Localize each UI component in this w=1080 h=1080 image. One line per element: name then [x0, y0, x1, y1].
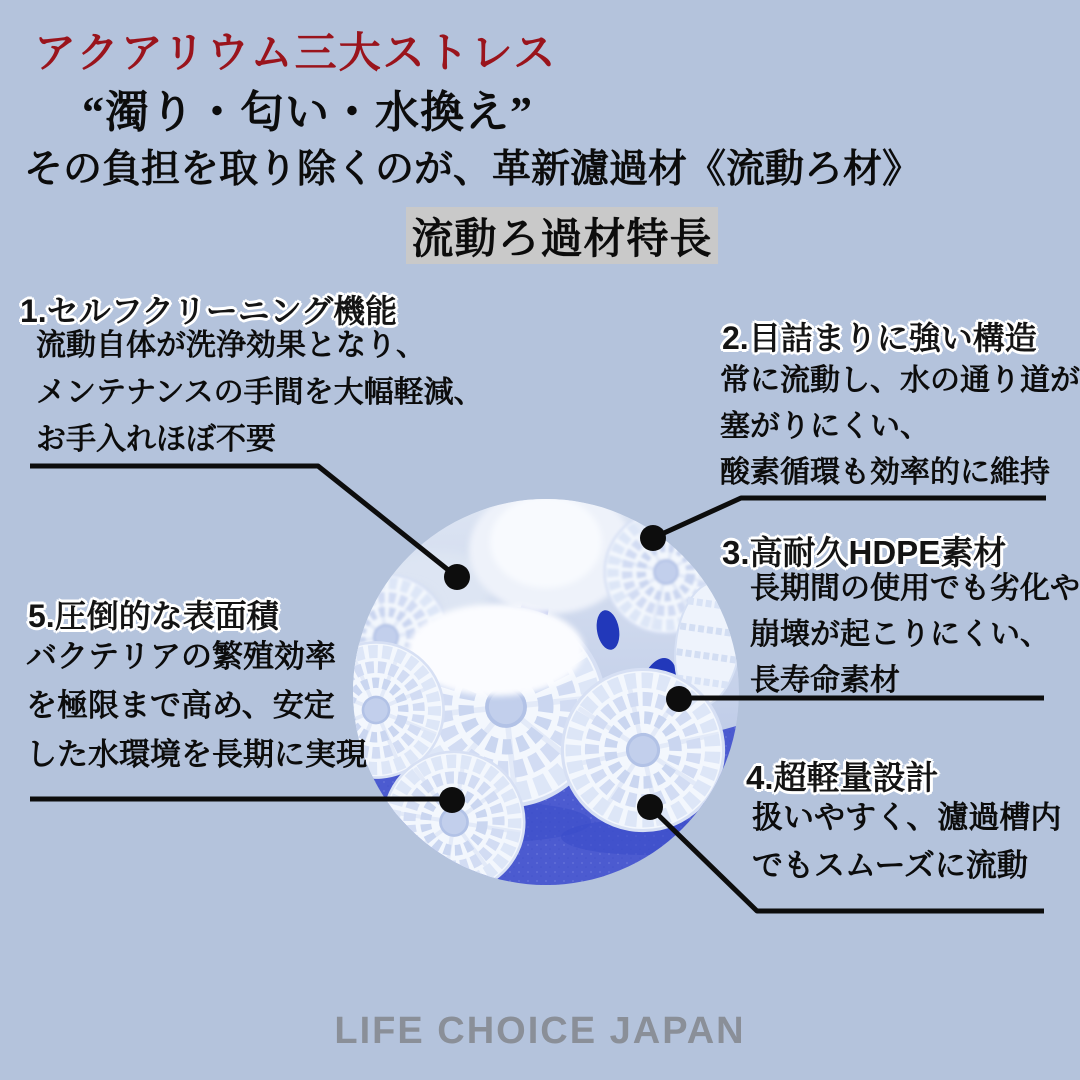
feature-5-title: 5.圧倒的な表面積: [28, 598, 279, 634]
feature-5-body: [26, 632, 367, 779]
feature-3-line-2: 崩壊が起こりにくい、: [750, 618, 1050, 651]
feature-2-line-3: 酸素循環も効率的に維持: [720, 456, 1050, 489]
page-subtitle: “濁り・匂い・水換え”: [82, 88, 533, 137]
feature-5-line-3: した水環境を長期に実現: [26, 737, 367, 772]
feature-3-line-3: 長寿命素材: [750, 664, 900, 697]
feature-3-body: [750, 566, 1080, 704]
feature-1-line-2: メンテナンスの手間を大幅軽減、: [36, 376, 484, 409]
feature-1-body: [36, 322, 484, 463]
page-title: アクアリウム三大ストレス: [34, 31, 558, 77]
feature-3-title: 3.高耐久HDPE素材: [722, 534, 1007, 571]
bio-media-circle-photo: [346, 492, 746, 892]
feature-3-line-1: 長期間の使用でも劣化や: [750, 572, 1080, 605]
feature-5-line-1: バクテリアの繁殖効率: [26, 639, 336, 674]
feature-1-line-1: 流動自体が洗浄効果となり、: [36, 329, 426, 362]
feature-2-line-1: 常に流動し、水の通り道が: [720, 364, 1080, 397]
feature-2-title: 2.目詰まりに強い構造: [722, 320, 1037, 356]
section-banner: 流動ろ過材特長: [406, 207, 718, 264]
feature-4-line-1: 扱いやすく、濾過槽内: [752, 800, 1062, 835]
feature-1-line-3: お手入れほぼ不要: [36, 423, 276, 456]
feature-2-line-2: 塞がりにくい、: [720, 410, 930, 443]
feature-4-line-2: でもスムーズに流動: [752, 848, 1028, 883]
feature-1-title: 1.セルフクリーニング機能: [20, 293, 398, 329]
brand-footer: LIFE CHOICE JAPAN: [334, 1010, 746, 1052]
feature-2-body: [720, 358, 1080, 496]
lead-text: その負担を取り除くのが、革新濾過材《流動ろ材》: [24, 148, 922, 191]
feature-4-title: 4.超軽量設計: [746, 759, 939, 796]
feature-4-body: [752, 794, 1061, 890]
feature-5-line-2: を極限まで高め、安定: [26, 688, 335, 723]
